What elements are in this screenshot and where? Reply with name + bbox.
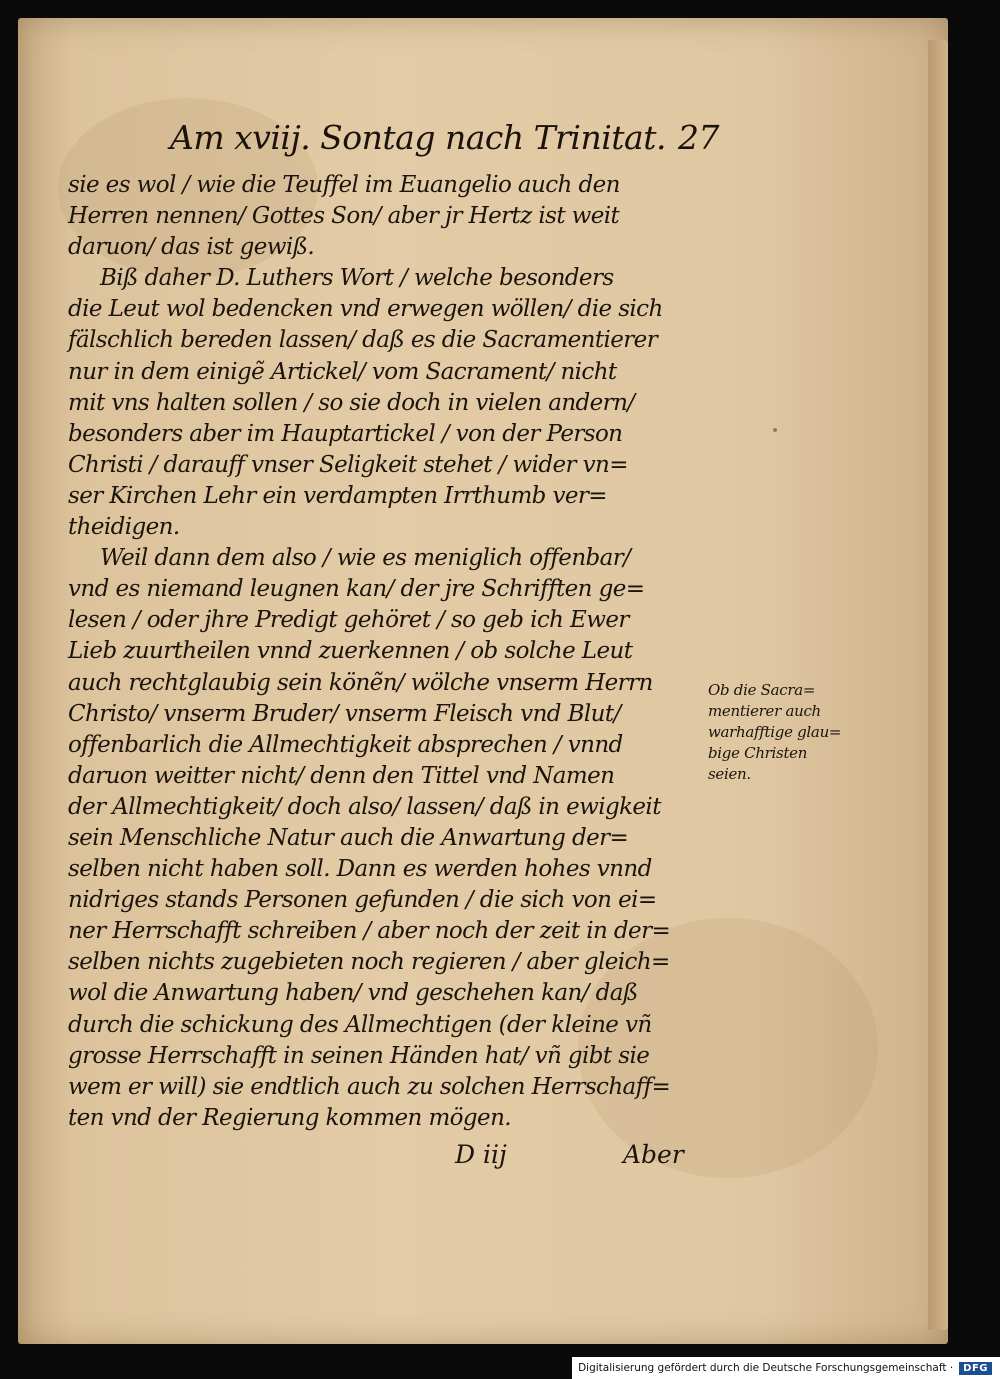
margin-note-line: seien. [708, 765, 751, 783]
text-line: Lieb zuurtheilen vnnd zuerkennen / ob solche Leut [68, 638, 633, 665]
text-line: Biß daher D. Luthers Wort / welche besonders [100, 265, 614, 292]
margin-note-line: Ob die Sacra= [708, 681, 816, 699]
page-edge [928, 40, 948, 1330]
text-line: ser Kirchen Lehr ein verdampten Irrthumb ver= [68, 482, 607, 509]
text-line: Christi / darauff vnser Seligkeit stehet / wider vn= [68, 451, 628, 478]
text-line: ner Herrschafft schreiben / aber noch der zeit in der= [68, 918, 671, 945]
text-line: grosse Herrschafft in seinen Händen hat/ vñ gibt sie [68, 1042, 650, 1069]
text-line: auch rechtglaubig sein könẽn/ wölche vnserm Herrn [68, 669, 653, 696]
text-line: vnd es niemand leugnen kan/ der jre Schrifften ge= [68, 576, 645, 603]
margin-note-line: warhafftige glau= [708, 723, 842, 741]
text-line: mit vns halten sollen / so sie doch in vielen andern/ [68, 389, 635, 416]
text-line: fälschlich bereden lassen/ daß es die Sacramentierer [68, 327, 658, 354]
text-line: sein Menschliche Natur auch die Anwartung der= [68, 824, 629, 851]
text-line: besonders aber im Hauptartickel / von der Person [68, 420, 623, 447]
text-line: daruon/ das ist gewiß. [68, 234, 315, 261]
margin-note-line: bige Christen [708, 744, 808, 762]
running-title: Am xviij. Sontag nach Trinitat. [170, 118, 666, 157]
text-line: selben nicht haben soll. Dann es werden hohes vnnd [68, 856, 652, 883]
text-line: die Leut wol bedencken vnd erwegen wöllen/ die sich [68, 296, 663, 323]
running-header [170, 118, 730, 168]
digitization-footer [572, 1357, 1000, 1379]
text-line: theidigen. [68, 514, 180, 541]
text-line: nur in dem einigẽ Artickel/ vom Sacrament/ nicht [68, 358, 617, 385]
text-line: nidriges stands Personen gefunden / die sich von ei= [68, 887, 657, 914]
margin-note [708, 680, 868, 785]
text-line: wem er will) sie endtlich auch zu solchen Herrschaff= [68, 1073, 671, 1100]
text-line: daruon weitter nicht/ denn den Tittel vnd Namen [68, 762, 615, 789]
text-line: wol die Anwartung haben/ vnd geschehen kan/ daß [68, 980, 638, 1007]
text-line: Weil dann dem also / wie es meniglich offenbar/ [100, 545, 631, 572]
text-line: ten vnd der Regierung kommen mögen. [68, 1104, 511, 1131]
text-line: der Allmechtigkeit/ doch also/ lassen/ daß in ewigkeit [68, 793, 661, 820]
text-line: Christo/ vnserm Bruder/ vnserm Fleisch vnd Blut/ [68, 700, 621, 727]
text-line: lesen / oder jhre Predigt gehöret / so geb ich Ewer [68, 607, 629, 634]
catchword: Aber [623, 1140, 684, 1169]
page-number: 27 [678, 118, 719, 157]
dfg-logo: DFG [959, 1362, 992, 1375]
text-line: Herren nennen/ Gottes Son/ aber jr Hertz ist weit [68, 203, 620, 230]
text-line: selben nichts zugebieten noch regieren / aber gleich= [68, 949, 670, 976]
body-text [68, 170, 708, 1134]
margin-note-line: mentierer auch [708, 702, 821, 720]
text-line: durch die schickung des Allmechtigen (der kleine vñ [68, 1011, 652, 1038]
signature-mark: D iij [455, 1140, 507, 1169]
footer-text: Digitalisierung gefördert durch die Deutsche Forschungsgemeinschaft · [578, 1362, 954, 1374]
signature-line [455, 1140, 705, 1176]
text-line: offenbarlich die Allmechtigkeit absprechen / vnnd [68, 731, 623, 758]
ink-speck [773, 428, 777, 432]
text-line: sie es wol / wie die Teuffel im Euangelio auch den [68, 172, 620, 198]
